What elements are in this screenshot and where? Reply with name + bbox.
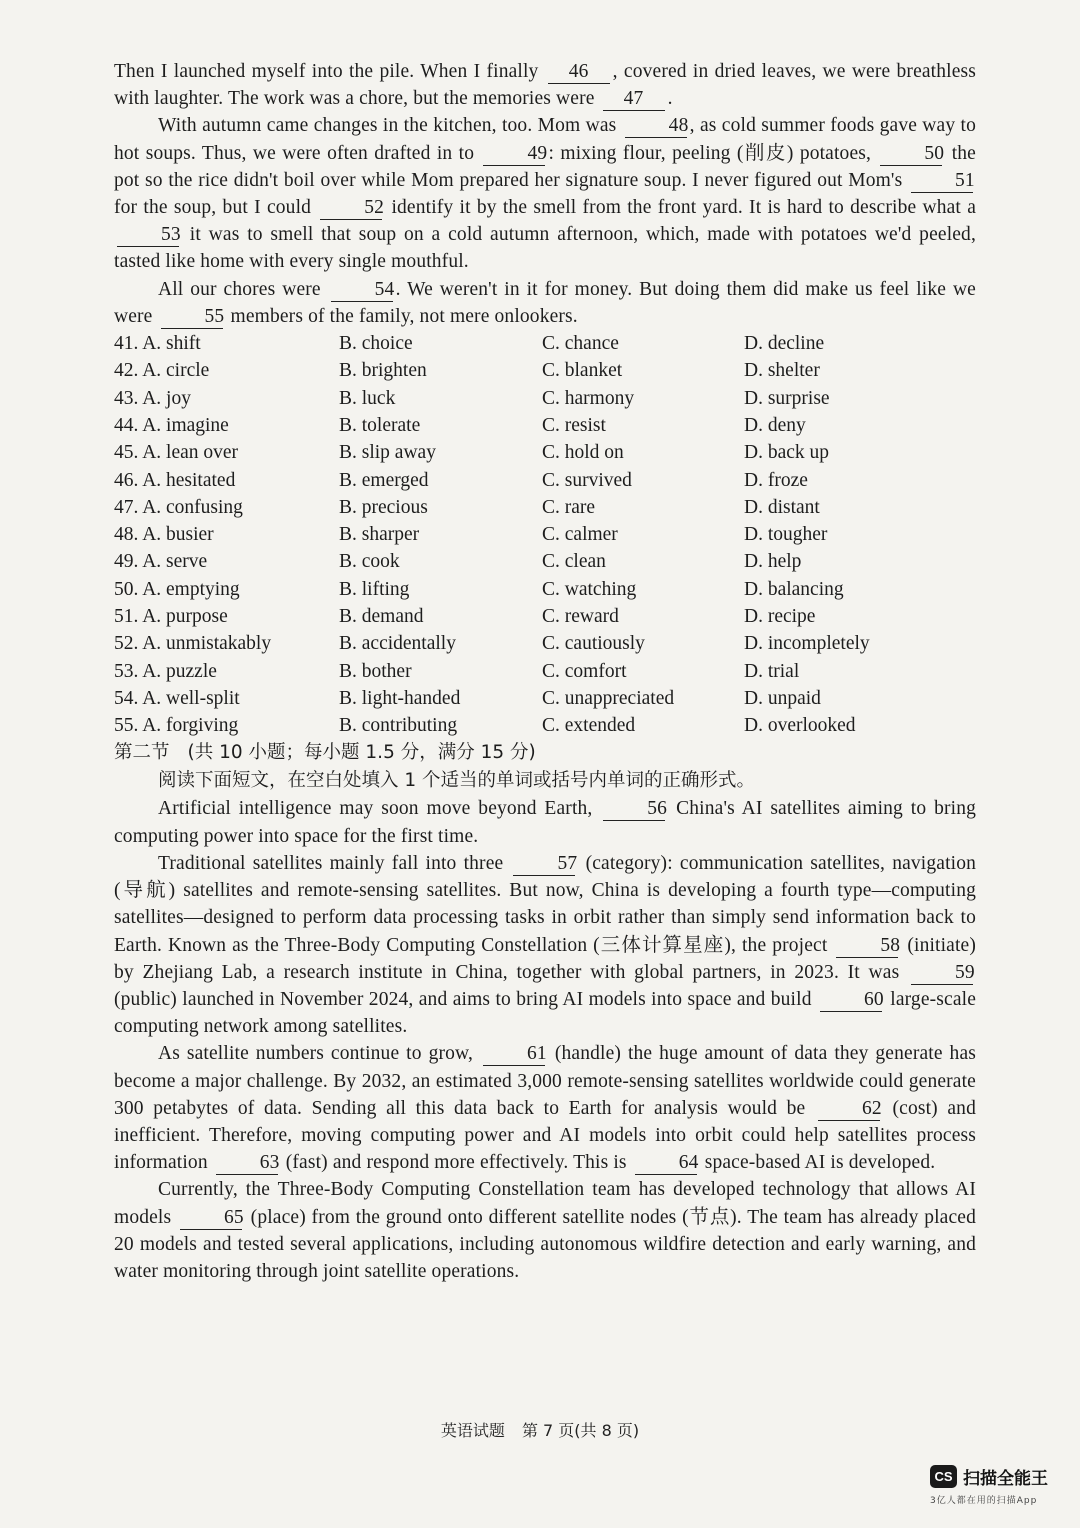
blank-46[interactable]: 46	[548, 61, 610, 84]
paragraph	[114, 276, 976, 330]
paragraph	[114, 112, 976, 275]
blank-50[interactable]: 50	[880, 143, 942, 166]
paragraph-text: (initiate) by Zhejiang Lab, a research institute in China, together with global partners, in 2023. It was	[114, 934, 976, 983]
option-b[interactable]: B. bother	[339, 660, 412, 682]
question-number: 46.	[114, 469, 139, 491]
paragraph-text: members of the family, not mere onlookers.	[225, 305, 578, 327]
blank-59[interactable]: 59	[911, 962, 973, 985]
options-list	[114, 330, 976, 739]
option-c[interactable]: C. blanket	[542, 360, 623, 382]
paragraph-text: Currently, the Three-Body Computing Constellation team has developed technology that allows AI models	[114, 1179, 976, 1228]
paragraph-text: (public) launched in November 2024, and aims to bring AI models into space and build	[114, 988, 817, 1010]
option-a[interactable]: A. serve	[142, 551, 208, 573]
option-b[interactable]: B. slip away	[339, 442, 436, 464]
scanner-watermark	[930, 1464, 1070, 1506]
option-d[interactable]: D. overlooked	[744, 715, 856, 737]
question-option-row	[114, 630, 976, 657]
paragraph-text: (category): communication satellites, navigation (导航) satellites and remote-sensing satellites. But now, China is developing a fourth type—computing satellites—designed to perform data processing tasks in orbit rather than simply send information back to Earth. Known as the Three-Body Computing Constellation (三体计算星座), the project	[114, 852, 977, 956]
option-a[interactable]: A. lean over	[142, 442, 239, 464]
question-number: 43.	[114, 387, 139, 409]
option-d[interactable]: D. help	[744, 551, 802, 573]
option-b[interactable]: B. tolerate	[339, 414, 421, 436]
question-number: 52.	[114, 633, 139, 655]
option-b[interactable]: B. demand	[339, 606, 424, 627]
option-a[interactable]: A. emptying	[142, 578, 240, 600]
paragraph-text: , covered in dried leaves, we were breathless with laughter. The work was a chore, but the memories were	[114, 61, 977, 110]
option-c[interactable]: C. unappreciated	[542, 687, 675, 709]
question-option-row	[114, 385, 976, 412]
paragraph-text: Artificial intelligence may soon move beyond Earth,	[158, 798, 601, 820]
option-b[interactable]: B. lifting	[339, 578, 410, 600]
camscanner-logo-icon: CS	[930, 1465, 957, 1488]
option-d[interactable]: D. deny	[744, 414, 806, 436]
watermark-app-name: 扫描全能王	[963, 1469, 1048, 1489]
option-b[interactable]: B. emerged	[339, 469, 429, 491]
option-a[interactable]: A. confusing	[142, 496, 243, 518]
paragraph-text: , as cold summer foods gave way to hot soups. Thus, we were often drafted in to	[114, 115, 976, 164]
blank-54[interactable]: 54	[331, 279, 393, 302]
option-b[interactable]: B. precious	[339, 496, 428, 518]
blank-49[interactable]: 49	[483, 143, 545, 166]
option-c[interactable]: C. chance	[542, 333, 619, 355]
question-number: 41.	[114, 333, 139, 355]
option-d[interactable]: D. back up	[744, 442, 830, 464]
blank-52[interactable]: 52	[320, 197, 382, 220]
section-points: (共 10 小题；每小题 1.5 分，满分 15 分)	[187, 742, 536, 764]
footer-subject: 英语试题	[440, 1421, 505, 1440]
option-a[interactable]: A. unmistakably	[142, 633, 272, 655]
option-a[interactable]: A. busier	[142, 524, 214, 546]
blank-53[interactable]: 53	[117, 224, 179, 247]
paragraph-text: (place) from the ground onto different satellite nodes (节点). The team has already placed 20 models and tested several applications, including autonomous wildfire detection and early warning, and water monitoring through joint satellite operations.	[114, 1206, 976, 1282]
option-d[interactable]: D. balancing	[744, 578, 844, 600]
option-b[interactable]: B. sharper	[339, 524, 420, 546]
option-d[interactable]: D. froze	[744, 469, 808, 491]
option-b[interactable]: B. contributing	[339, 715, 458, 737]
option-d[interactable]: D. recipe	[744, 606, 816, 627]
question-number: 47.	[114, 496, 139, 518]
option-d[interactable]: D. decline	[744, 333, 825, 355]
section-title: 第二节	[114, 742, 170, 764]
option-c[interactable]: C. clean	[542, 551, 606, 573]
cloze-passage	[114, 58, 976, 330]
blank-51[interactable]: 51	[911, 170, 973, 193]
blank-48[interactable]: 48	[625, 115, 687, 138]
paragraph	[114, 795, 976, 849]
paragraph	[114, 1176, 976, 1285]
paragraph-text: Traditional satellites mainly fall into three	[158, 852, 511, 874]
blank-60[interactable]: 60	[820, 989, 882, 1012]
blank-58[interactable]: 58	[836, 935, 898, 958]
question-number: 45.	[114, 442, 139, 464]
blank-63[interactable]: 63	[216, 1152, 278, 1175]
paragraph	[114, 58, 976, 112]
section-instruction: 阅读下面短文，在空白处填入 1 个适当的单词或括号内单词的正确形式。	[158, 770, 756, 792]
watermark-tagline: 3亿人都在用的扫描App	[930, 1496, 1038, 1506]
paragraph-text: China's AI satellites aiming to bring computing power into space for the first time.	[114, 798, 976, 847]
paragraph-text: identify it by the smell from the front yard. It is hard to describe what a	[385, 197, 976, 219]
question-option-row	[114, 494, 976, 521]
option-d[interactable]: D. tougher	[744, 524, 828, 546]
option-c[interactable]: C. rare	[542, 496, 596, 518]
option-b[interactable]: B. cook	[339, 551, 400, 573]
blank-64[interactable]: 64	[635, 1152, 697, 1175]
option-d[interactable]: D. distant	[744, 496, 820, 518]
question-number: 42.	[114, 360, 139, 382]
option-a[interactable]: A. circle	[142, 360, 210, 382]
question-number: 44.	[114, 414, 139, 436]
blank-57[interactable]: 57	[513, 853, 575, 876]
option-c[interactable]: C. harmony	[542, 387, 635, 409]
option-d[interactable]: D. shelter	[744, 360, 820, 382]
question-option-row	[114, 439, 976, 466]
paragraph-text: the pot so the rice didn't boil over while Mom prepared her signature soup. I never figured out Mom's	[114, 142, 976, 191]
grammar-passage	[114, 795, 976, 1285]
option-a[interactable]: A. purpose	[142, 606, 228, 627]
option-a[interactable]: A. well-split	[142, 687, 240, 709]
option-a[interactable]: A. forgiving	[142, 715, 239, 737]
paragraph-text: it was to smell that soup on a cold autumn afternoon, which, made with potatoes we'd peeled, tasted like home with every single mouthful.	[114, 224, 976, 273]
option-c[interactable]: C. survived	[542, 469, 632, 491]
question-number: 53.	[114, 660, 139, 682]
option-c[interactable]: C. reward	[542, 606, 619, 627]
option-c[interactable]: C. hold on	[542, 442, 624, 464]
question-number: 51.	[114, 606, 139, 627]
option-d[interactable]: D. incompletely	[744, 633, 870, 655]
question-option-row	[114, 658, 976, 685]
blank-65[interactable]: 65	[180, 1207, 242, 1230]
option-c[interactable]: C. extended	[542, 715, 636, 737]
paragraph-text: space-based AI is developed.	[699, 1152, 936, 1174]
option-c[interactable]: C. watching	[542, 578, 637, 600]
option-a[interactable]: A. joy	[142, 387, 191, 409]
question-number: 54.	[114, 687, 139, 709]
option-d[interactable]: D. unpaid	[744, 687, 821, 709]
option-c[interactable]: C. calmer	[542, 524, 618, 546]
option-d[interactable]: D. surprise	[744, 387, 830, 409]
question-number: 48.	[114, 524, 139, 546]
option-b[interactable]: B. choice	[339, 333, 413, 355]
option-a[interactable]: A. shift	[142, 333, 201, 355]
blank-56[interactable]: 56	[603, 798, 665, 821]
option-b[interactable]: B. light-handed	[339, 687, 461, 709]
paragraph-text: As satellite numbers continue to grow,	[158, 1043, 480, 1065]
blank-62[interactable]: 62	[818, 1098, 880, 1121]
option-d[interactable]: D. trial	[744, 660, 800, 682]
option-c[interactable]: C. comfort	[542, 660, 627, 682]
question-option-row	[114, 412, 976, 439]
option-c[interactable]: C. resist	[542, 414, 606, 436]
option-a[interactable]: A. hesitated	[142, 469, 236, 491]
question-option-row	[114, 712, 976, 739]
blank-55[interactable]: 55	[161, 306, 223, 329]
paragraph-text: large-scale computing network among satellites.	[114, 988, 977, 1038]
paragraph-text: Then I launched myself into the pile. When I finally	[114, 61, 545, 82]
question-option-row	[114, 685, 976, 712]
blank-47[interactable]: 47	[603, 88, 665, 111]
option-b[interactable]: B. luck	[339, 387, 396, 409]
section-heading	[114, 739, 976, 767]
question-option-row	[114, 603, 976, 630]
paragraph-text: (handle) the huge amount of data they generate has become a major challenge. By 2032, an estimated 3,000 remote-sensing satellites worldwide could generate 300 petabytes of data. Sending all this data back to Earth for analysis would be	[114, 1043, 976, 1119]
question-option-row	[114, 548, 976, 575]
option-c[interactable]: C. cautiously	[542, 633, 645, 655]
paragraph-text: With autumn came changes in the kitchen, too. Mom was	[158, 115, 622, 137]
exam-page	[114, 58, 976, 1285]
question-option-row	[114, 521, 976, 548]
paragraph-text: (cost) and inefficient. Therefore, moving computing power and AI models into orbit could help satellites process information	[114, 1097, 976, 1174]
page-footer	[0, 1418, 1080, 1441]
blank-61[interactable]: 61	[483, 1043, 545, 1066]
paragraph-text: : mixing flour, peeling (削皮) potatoes,	[548, 142, 878, 164]
paragraph-text: .	[667, 88, 673, 110]
paragraph	[114, 1040, 976, 1176]
footer-page-number: 第 7 页(共 8 页)	[521, 1421, 640, 1440]
option-b[interactable]: B. accidentally	[339, 633, 456, 655]
paragraph	[114, 850, 976, 1040]
paragraph-text: for the soup, but I could	[114, 197, 318, 219]
option-a[interactable]: A. puzzle	[142, 660, 217, 682]
question-number: 49.	[114, 551, 139, 573]
question-option-row	[114, 330, 976, 357]
option-b[interactable]: B. brighten	[339, 360, 427, 382]
paragraph-text: (fast) and respond more effectively. This is	[280, 1152, 632, 1174]
question-option-row	[114, 357, 976, 384]
paragraph-text: . We weren't in it for money. But doing them did make us feel like we were	[114, 278, 976, 327]
question-number: 50.	[114, 578, 139, 600]
question-number: 55.	[114, 715, 139, 737]
question-option-row	[114, 467, 976, 494]
option-a[interactable]: A. imagine	[142, 414, 229, 436]
question-option-row	[114, 576, 976, 603]
paragraph-text: All our chores were	[158, 278, 328, 300]
